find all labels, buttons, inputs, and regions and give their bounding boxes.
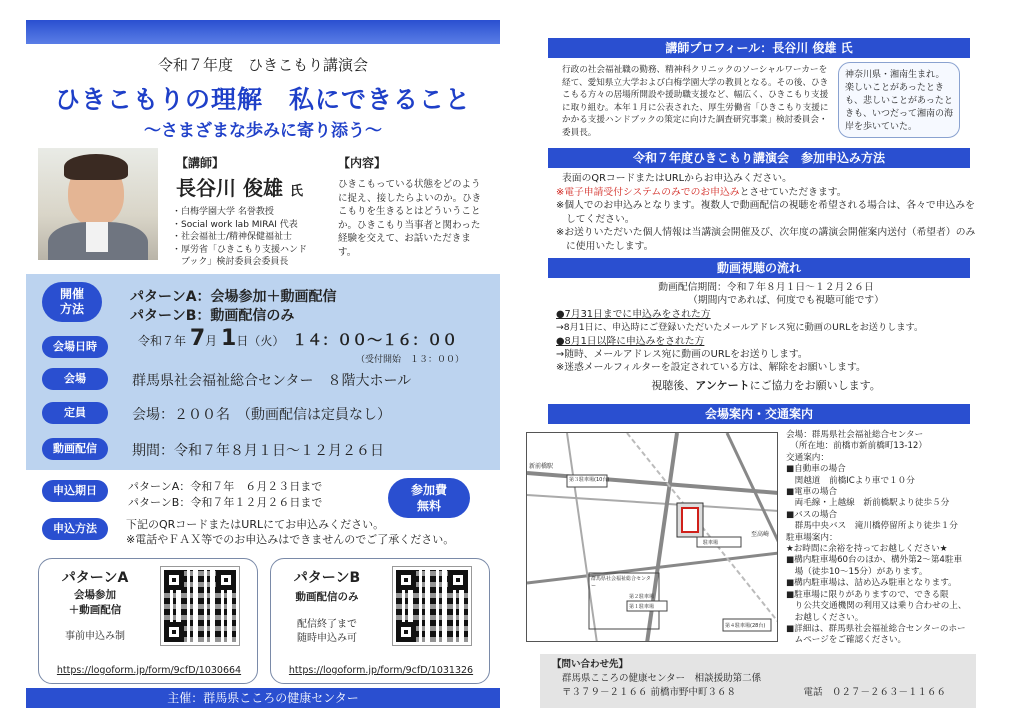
date-month: 7	[189, 326, 206, 351]
access-line: ■電車の場合	[786, 487, 838, 498]
apply-l1: 表面のQRコードまたはURLからお申込みください。	[562, 173, 792, 184]
apply-l2	[556, 186, 976, 200]
contact-org: 群馬県こころの健康センター 相談援助第二係	[562, 673, 762, 684]
access-line: ■バスの場合	[786, 509, 838, 520]
access-text	[786, 430, 986, 647]
apply-l2-rest: とさせていただきます。	[739, 186, 847, 198]
capacity-text: 会場：２００名 （動画配信は定員なし）	[132, 407, 391, 423]
apply-line2: ※電話やＦＡＸ等でのお申込みはできませんのでご了承ください。	[126, 533, 455, 546]
map-label: 新前橋駅	[529, 463, 554, 470]
contact-row	[552, 686, 964, 700]
tagline: ～さまざまな歩みに寄り添う～	[144, 121, 382, 141]
card-a-sub1: 会場参加	[74, 589, 116, 601]
method-label: 開催方法	[59, 287, 84, 316]
card-a-sub2: ＋動画配信	[68, 604, 122, 616]
pattern-a: パターンA：会場参加＋動画配信	[130, 289, 337, 305]
content-text: ひきこもっている状態をどのように捉え、接したらよいのか。ひきこもりを生きるとはどういうことか。ひきこもり当事者と関わった経験を交えて、お話いただきます。	[338, 179, 482, 258]
map-label: 駐車場	[703, 540, 719, 546]
apply-l4: ※お送りいただいた個人情報は当講演会開催及び、次年度の講演会開催案内送付（希望者）のみに使用いたします。	[556, 227, 976, 252]
flow-l7: ※迷惑メールフィルターを設定されている方は、解除をお願いします。	[556, 362, 866, 374]
deadline-a: パターンA：令和７年 ６月２３日まで	[128, 480, 323, 493]
left-page	[26, 20, 500, 708]
access-line: ムページをご確認ください。	[786, 635, 907, 646]
content-label: 【内容】	[338, 156, 387, 170]
bubble-text: 神奈川県・湘南生まれ。楽しいことがあったときも、悲しいことがあったときも、いつだって湘南の海岸を歩いていた。	[845, 70, 954, 132]
speaker-photo	[38, 148, 158, 260]
map-roads	[527, 433, 778, 642]
deadline-badge: 申込期日	[42, 480, 108, 502]
access-line: ■構内駐車場は、詰め込み駐車となります。	[786, 578, 957, 589]
access-line: 会場：群馬県社会福祉総合センター	[786, 430, 924, 440]
role-item: ・白梅学園大学 名誉教授	[172, 207, 274, 217]
top-bar	[26, 20, 500, 44]
access-line: 両毛線・上越線 新前橋駅より徒歩５分	[786, 498, 950, 509]
contact-address: 〒３７９－２１６６ 前橋市野中町３６８	[562, 687, 737, 698]
venue-badge: 会場	[42, 368, 108, 390]
flow-l2: （期間内であれば、何度でも視聴可能です）	[688, 295, 884, 307]
apply-l2-red: ※電子申請受付システムのみでのお申込み	[556, 186, 740, 198]
flow-l8b: アンケート	[695, 378, 750, 392]
event-date	[138, 326, 457, 351]
fee-badge	[388, 478, 470, 518]
page-title: ひきこもりの理解 私にできること	[54, 85, 471, 114]
flow-text	[556, 281, 976, 392]
stream-badge: 動画配信	[42, 438, 108, 460]
card-a-title: パターンA	[61, 570, 129, 586]
access-line: （所在地：前橋市新前橋町13-12）	[786, 441, 927, 452]
access-line: ■自動車の場合	[786, 464, 846, 475]
role-item: ・Social work lab MIRAI 代表	[172, 219, 298, 230]
flow-l6: →随時、メールアドレス宛に動画のURLをお送りします。	[556, 349, 808, 361]
flow-l3: ●7月31日までに申込みをされた方	[556, 308, 711, 320]
card-b-sub1: 動画配信のみ	[295, 591, 359, 603]
date-month-unit: 月	[205, 334, 218, 348]
access-line: ★お時間に余裕を持ってお越しください★	[786, 544, 948, 555]
contact-heading: 【問い合わせ先】	[552, 659, 629, 670]
apply-badge: 申込方法	[42, 518, 108, 540]
stream-period: 期間：令和７年８月１日～１２月２６日	[132, 443, 384, 459]
reception-time: （受付開始 １３：００）	[356, 355, 465, 365]
deadline-b: パターンB：令和７年１２月２６日まで	[128, 496, 323, 509]
access-line: 場（徒歩10～15分）があります。	[786, 566, 928, 577]
card-a-url[interactable]: https://logoform.jp/form/9cfD/1030664	[56, 665, 242, 676]
card-b-url[interactable]: https://logoform.jp/form/9cfD/1031326	[288, 665, 474, 676]
date-prefix: 令和７年	[138, 334, 187, 348]
access-map	[526, 432, 778, 642]
card-b-title: パターンB	[293, 570, 361, 586]
map-label: 第１駐車場	[629, 604, 655, 610]
date-badge: 会場日時	[42, 336, 108, 358]
profile-text: 行政の社会福祉職の勤務、精神科クリニックのソーシャルワーカーを経て、愛知県立大学および白梅学園大学の教員となる。その後、ひきこもる方々の居場所開設や援助職支援など、幅広く、ひきこもり支援に取り組む。本年１月に公表された、厚生労働省「ひきこもり支援にかかる支援ハンドブックの策定に向けた調査研究事業」検討委員会・委員長。	[562, 65, 829, 138]
date-day-unit: 日（火）	[236, 334, 285, 348]
fee-line1: 参加費	[410, 483, 447, 497]
access-line: り公共交通機関の利用又は乗り合わせの上、	[786, 601, 967, 612]
card-a-note: 事前申込み制	[65, 631, 125, 642]
access-line: ■駐車場に限りがありますので、できる限	[786, 589, 949, 600]
date-day: 1	[221, 326, 237, 351]
map-label: 第２駐車場	[629, 594, 655, 600]
pattern-b: パターンB：動画配信のみ	[130, 308, 295, 324]
role-item: ブック」検討委員会委員長	[172, 257, 289, 267]
profile-bubble	[838, 62, 960, 138]
fee-line2: 無料	[416, 499, 441, 513]
venue-text: 群馬県社会福祉総合センター ８階大ホール	[132, 373, 412, 389]
role-item: ・社会福祉士/精神保健福祉士	[172, 232, 293, 242]
access-line: ■構内駐車場60台のほか、構外第2～第4駐車	[786, 555, 963, 566]
event-subtitle: 令和７年度 ひきこもり講演会	[157, 56, 368, 74]
role-item: ・厚労省「ひきこもり支援ハンド	[172, 244, 308, 255]
access-line: お越しください。	[786, 612, 864, 623]
apply-heading: 令和７年度ひきこもり講演会 参加申込み方法	[548, 148, 970, 168]
speaker-roles	[172, 206, 332, 269]
map-label: 至高崎	[751, 531, 770, 538]
flow-l8c: にご協力をお願いします。	[749, 378, 881, 392]
speaker-label: 【講師】	[176, 156, 225, 170]
access-line: 駐車場案内：	[786, 532, 838, 543]
flow-l5: ●8月1日以降に申込みをされた方	[556, 335, 705, 347]
apply-l3: ※個人でのお申込みとなります。複数人で動画配信の視聴を希望される場合は、各々で申込みをしてください。	[556, 200, 975, 225]
flow-l1: 動画配信期間：令和７年８月１日～１２月２６日	[658, 282, 874, 293]
card-pattern-b[interactable]	[270, 558, 490, 684]
access-heading: 会場案内・交通案内	[548, 404, 970, 424]
contact-box	[540, 654, 976, 708]
map-label: 第３駐車場(10台)	[569, 477, 610, 483]
method-badge	[42, 282, 102, 322]
access-line: 関越道 前橋ICより車で１０分	[786, 475, 915, 486]
profile-heading: 講師プロフィール：長谷川 俊雄 氏	[548, 38, 970, 58]
card-b-note2: 随時申込み可	[297, 633, 357, 644]
flow-l8a: 視聴後、	[651, 378, 696, 392]
card-pattern-a[interactable]	[38, 558, 258, 684]
access-line: ■詳細は、群馬県社会福祉総合センターのホー	[786, 623, 966, 634]
apply-method-text	[556, 172, 976, 253]
host-bar: 主催：群馬県こころの健康センター	[26, 688, 500, 708]
qr-code-a[interactable]	[161, 567, 239, 645]
map-label: 群馬県社会福祉総合センター	[591, 576, 651, 589]
contact-phone: 電話 ０２７－２６３－１１６６	[803, 687, 946, 698]
card-b-note1: 配信終了まで	[297, 619, 357, 630]
access-line: 交通案内：	[786, 452, 829, 463]
flow-heading: 動画視聴の流れ	[548, 258, 970, 278]
access-line: 群馬中央バス 滝川橋停留所より徒歩１分	[786, 521, 958, 532]
apply-line1: 下記のQRコードまたはURLにてお申込みください。	[126, 518, 385, 531]
speaker-name-text: 長谷川 俊雄	[176, 176, 283, 200]
date-time: １４：００～１６：００	[292, 331, 458, 349]
flow-l8	[556, 379, 976, 392]
qr-code-b[interactable]	[393, 567, 471, 645]
speaker-suffix: 氏	[289, 184, 303, 199]
map-label: 第４駐車場(28台)	[725, 623, 766, 629]
speaker-name	[176, 172, 303, 201]
capacity-badge: 定員	[42, 402, 108, 424]
flow-l4: →8月1日に、申込時にご登録いただいたメールアドレス宛に動画のURLをお送りします。	[556, 322, 924, 334]
